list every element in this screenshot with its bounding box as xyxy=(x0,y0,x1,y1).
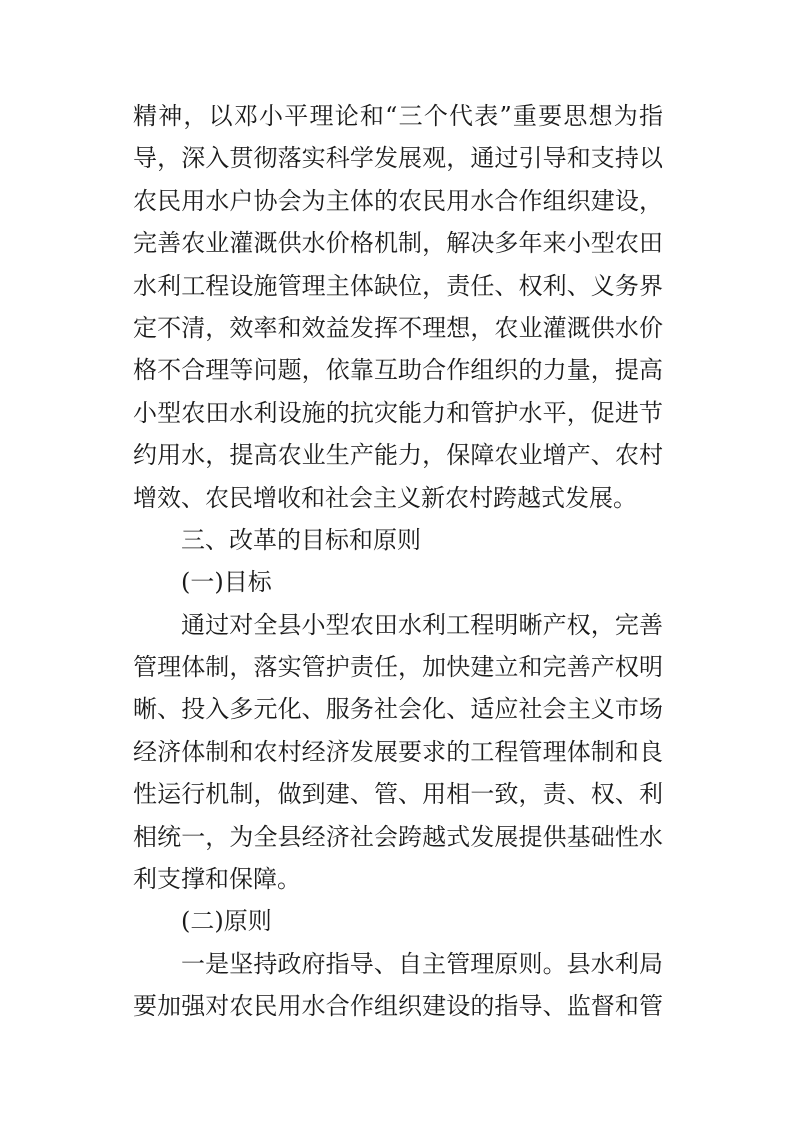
text-line: 一是坚持政府指导、自主管理原则。县水利局 xyxy=(181,949,663,978)
text-line: 小型农田水利设施的抗灾能力和管护水平，促进节 xyxy=(133,398,663,427)
text-line: 农民用水户协会为主体的农民用水合作组织建设， xyxy=(133,186,663,215)
subsection-heading: (二)原则 xyxy=(181,907,272,936)
text-line: 格不合理等问题，依靠互助合作组织的力量，提高 xyxy=(133,356,663,385)
text-line: 约用水，提高农业生产能力，保障农业增产、农村 xyxy=(133,441,663,470)
text-line: 性运行机制，做到建、管、用相一致，责、权、利 xyxy=(133,780,663,809)
text-line: 经济体制和农村经济发展要求的工程管理体制和良 xyxy=(133,737,663,766)
text-line: 定不清，效率和效益发挥不理想，农业灌溉供水价 xyxy=(133,313,663,342)
text-line: 完善农业灌溉供水价格机制，解决多年来小型农田 xyxy=(133,229,663,258)
text-line: 要加强对农民用水合作组织建设的指导、监督和管 xyxy=(133,992,663,1021)
text-line: 增效、农民增收和社会主义新农村跨越式发展。 xyxy=(133,483,637,512)
text-line: 水利工程设施管理主体缺位，责任、权利、义务界 xyxy=(133,271,663,300)
section-heading: 三、改革的目标和原则 xyxy=(181,525,421,554)
text-line: 利支撑和保障。 xyxy=(133,865,301,894)
text-line: 精神，以邓小平理论和“三个代表”重要思想为指 xyxy=(133,102,663,130)
text-line: 通过对全县小型农田水利工程明晰产权，完善 xyxy=(181,610,663,639)
text-line: 管理体制，落实管护责任，加快建立和完善产权明 xyxy=(133,653,663,682)
subsection-heading: (一)目标 xyxy=(181,568,272,597)
text-line: 导，深入贯彻落实科学发展观，通过引导和支持以 xyxy=(133,144,663,173)
text-line: 晰、投入多元化、服务社会化、适应社会主义市场 xyxy=(133,695,663,724)
body-text xyxy=(133,95,663,1028)
text-line: 相统一，为全县经济社会跨越式发展提供基础性水 xyxy=(133,822,663,851)
